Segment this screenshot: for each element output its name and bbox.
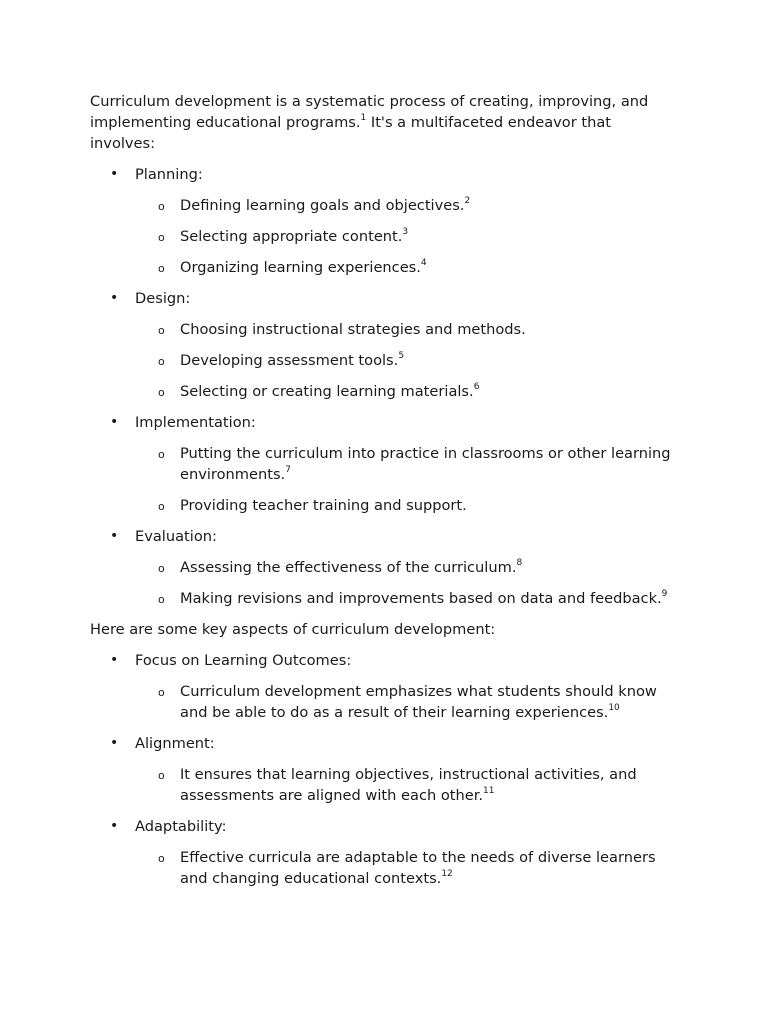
- sublist-item-text-wrap: [180, 321, 526, 338]
- bullet-circle-icon: o: [158, 448, 165, 461]
- footnote-ref: 5: [398, 351, 405, 362]
- process-stage-label: Evaluation:: [135, 528, 217, 545]
- sublist-item-text: Assessing the effectiveness of the curriculum.: [180, 559, 517, 576]
- sublist-item-text: Selecting appropriate content.: [180, 228, 403, 245]
- key-aspect-sublist: [135, 847, 680, 889]
- sublist-item: [135, 257, 680, 278]
- bullet-dot-icon: •: [110, 528, 119, 544]
- bullet-circle-icon: o: [158, 231, 165, 244]
- sublist-item-text-wrap: [180, 259, 427, 276]
- process-stage-sublist: [135, 443, 680, 516]
- bullet-dot-icon: •: [110, 414, 119, 430]
- sublist-item: [135, 764, 680, 806]
- sublist-item-text: Providing teacher training and support.: [180, 497, 467, 514]
- bullet-circle-icon: o: [158, 324, 165, 337]
- footnote-ref: 3: [402, 227, 409, 238]
- intro-text: Curriculum development is a systematic process of creating, improving, and implementing educational programs.: [90, 93, 649, 131]
- sublist-item: [135, 350, 680, 371]
- process-stage-item: [90, 164, 680, 278]
- bullet-dot-icon: •: [110, 818, 119, 834]
- sublist-item-text: Effective curricula are adaptable to the needs of diverse learners and changing educational contexts.: [180, 849, 656, 887]
- bullet-dot-icon: •: [110, 290, 119, 306]
- sublist-item: [135, 557, 680, 578]
- sublist-item-text: Putting the curriculum into practice in classrooms or other learning environments.: [180, 445, 671, 483]
- bullet-dot-icon: •: [110, 652, 119, 668]
- footnote-ref: 9: [661, 589, 668, 600]
- process-stage-item: [90, 526, 680, 609]
- process-stage-item: [90, 288, 680, 402]
- sublist-item-text-wrap: [180, 497, 467, 514]
- process-stage-label: Planning:: [135, 166, 203, 183]
- footnote-ref: 10: [608, 703, 620, 714]
- process-stage-list: [90, 164, 680, 609]
- bullet-circle-icon: o: [158, 200, 165, 213]
- sublist-item-text: Organizing learning experiences.: [180, 259, 421, 276]
- key-aspect-label: Alignment:: [135, 735, 215, 752]
- process-stage-sublist: [135, 319, 680, 402]
- bullet-circle-icon: o: [158, 355, 165, 368]
- footnote-ref: 1: [360, 113, 367, 124]
- footnote-ref: 8: [516, 558, 523, 569]
- key-aspect-item: [90, 650, 680, 723]
- key-aspects-list: [90, 650, 680, 889]
- footnote-ref: 7: [285, 465, 291, 476]
- footnote-ref: 11: [483, 786, 495, 797]
- process-stage-label: Implementation:: [135, 414, 256, 431]
- bullet-dot-icon: •: [110, 735, 119, 751]
- sublist-item-text-wrap: [180, 383, 479, 400]
- sublist-item: [135, 847, 680, 889]
- sublist-item-text-wrap: [180, 590, 667, 607]
- sublist-item: [135, 495, 680, 516]
- key-aspect-item: [90, 816, 680, 889]
- sublist-item-text-wrap: [180, 445, 671, 483]
- sublist-item-text-wrap: [180, 352, 404, 369]
- sublist-item-text: Choosing instructional strategies and methods.: [180, 321, 526, 338]
- sublist-item-text: Developing assessment tools.: [180, 352, 399, 369]
- sublist-item: [135, 681, 680, 723]
- sublist-item-text-wrap: [180, 559, 522, 576]
- footnote-ref: 2: [464, 196, 471, 207]
- sublist-item-text-wrap: [180, 849, 656, 887]
- sublist-item-text: It ensures that learning objectives, instructional activities, and assessments are aligned with each other.: [180, 766, 637, 804]
- key-aspect-item: [90, 733, 680, 806]
- key-aspect-sublist: [135, 681, 680, 723]
- key-aspect-label: Focus on Learning Outcomes:: [135, 652, 352, 669]
- sublist-item: [135, 319, 680, 340]
- intro-text-continued: It's a multifaceted endeavor that involves:: [90, 114, 612, 152]
- sublist-item-text-wrap: [180, 683, 657, 721]
- bullet-circle-icon: o: [158, 562, 165, 575]
- bullet-circle-icon: o: [158, 593, 165, 606]
- sublist-item: [135, 195, 680, 216]
- sublist-item-text: Selecting or creating learning materials.: [180, 383, 474, 400]
- bullet-circle-icon: o: [158, 262, 165, 275]
- footnote-ref: 4: [420, 258, 427, 269]
- bullet-circle-icon: o: [158, 500, 165, 513]
- sublist-item: [135, 381, 680, 402]
- footnote-ref: 12: [441, 869, 453, 880]
- sublist-item-text: Making revisions and improvements based on data and feedback.: [180, 590, 662, 607]
- sublist-item: [135, 443, 680, 485]
- intro-paragraph: [90, 91, 680, 154]
- aspects-intro-paragraph: Here are some key aspects of curriculum development:: [90, 621, 496, 638]
- document-page: [90, 91, 680, 899]
- bullet-circle-icon: o: [158, 852, 165, 865]
- process-stage-sublist: [135, 195, 680, 278]
- sublist-item-text-wrap: [180, 228, 408, 245]
- sublist-item: [135, 226, 680, 247]
- process-stage-item: [90, 412, 680, 516]
- sublist-item-text-wrap: [180, 766, 637, 804]
- bullet-circle-icon: o: [158, 686, 165, 699]
- process-stage-label: Design:: [135, 290, 191, 307]
- footnote-ref: 6: [473, 382, 480, 393]
- process-stage-sublist: [135, 557, 680, 609]
- key-aspect-label: Adaptability:: [135, 818, 227, 835]
- sublist-item-text: Curriculum development emphasizes what students should know and be able to do as a result of their learning experiences.: [180, 683, 657, 721]
- bullet-circle-icon: o: [158, 386, 165, 399]
- key-aspect-sublist: [135, 764, 680, 806]
- sublist-item: [135, 588, 680, 609]
- sublist-item-text-wrap: [180, 197, 470, 214]
- bullet-dot-icon: •: [110, 166, 119, 182]
- bullet-circle-icon: o: [158, 769, 165, 782]
- sublist-item-text: Defining learning goals and objectives.: [180, 197, 465, 214]
